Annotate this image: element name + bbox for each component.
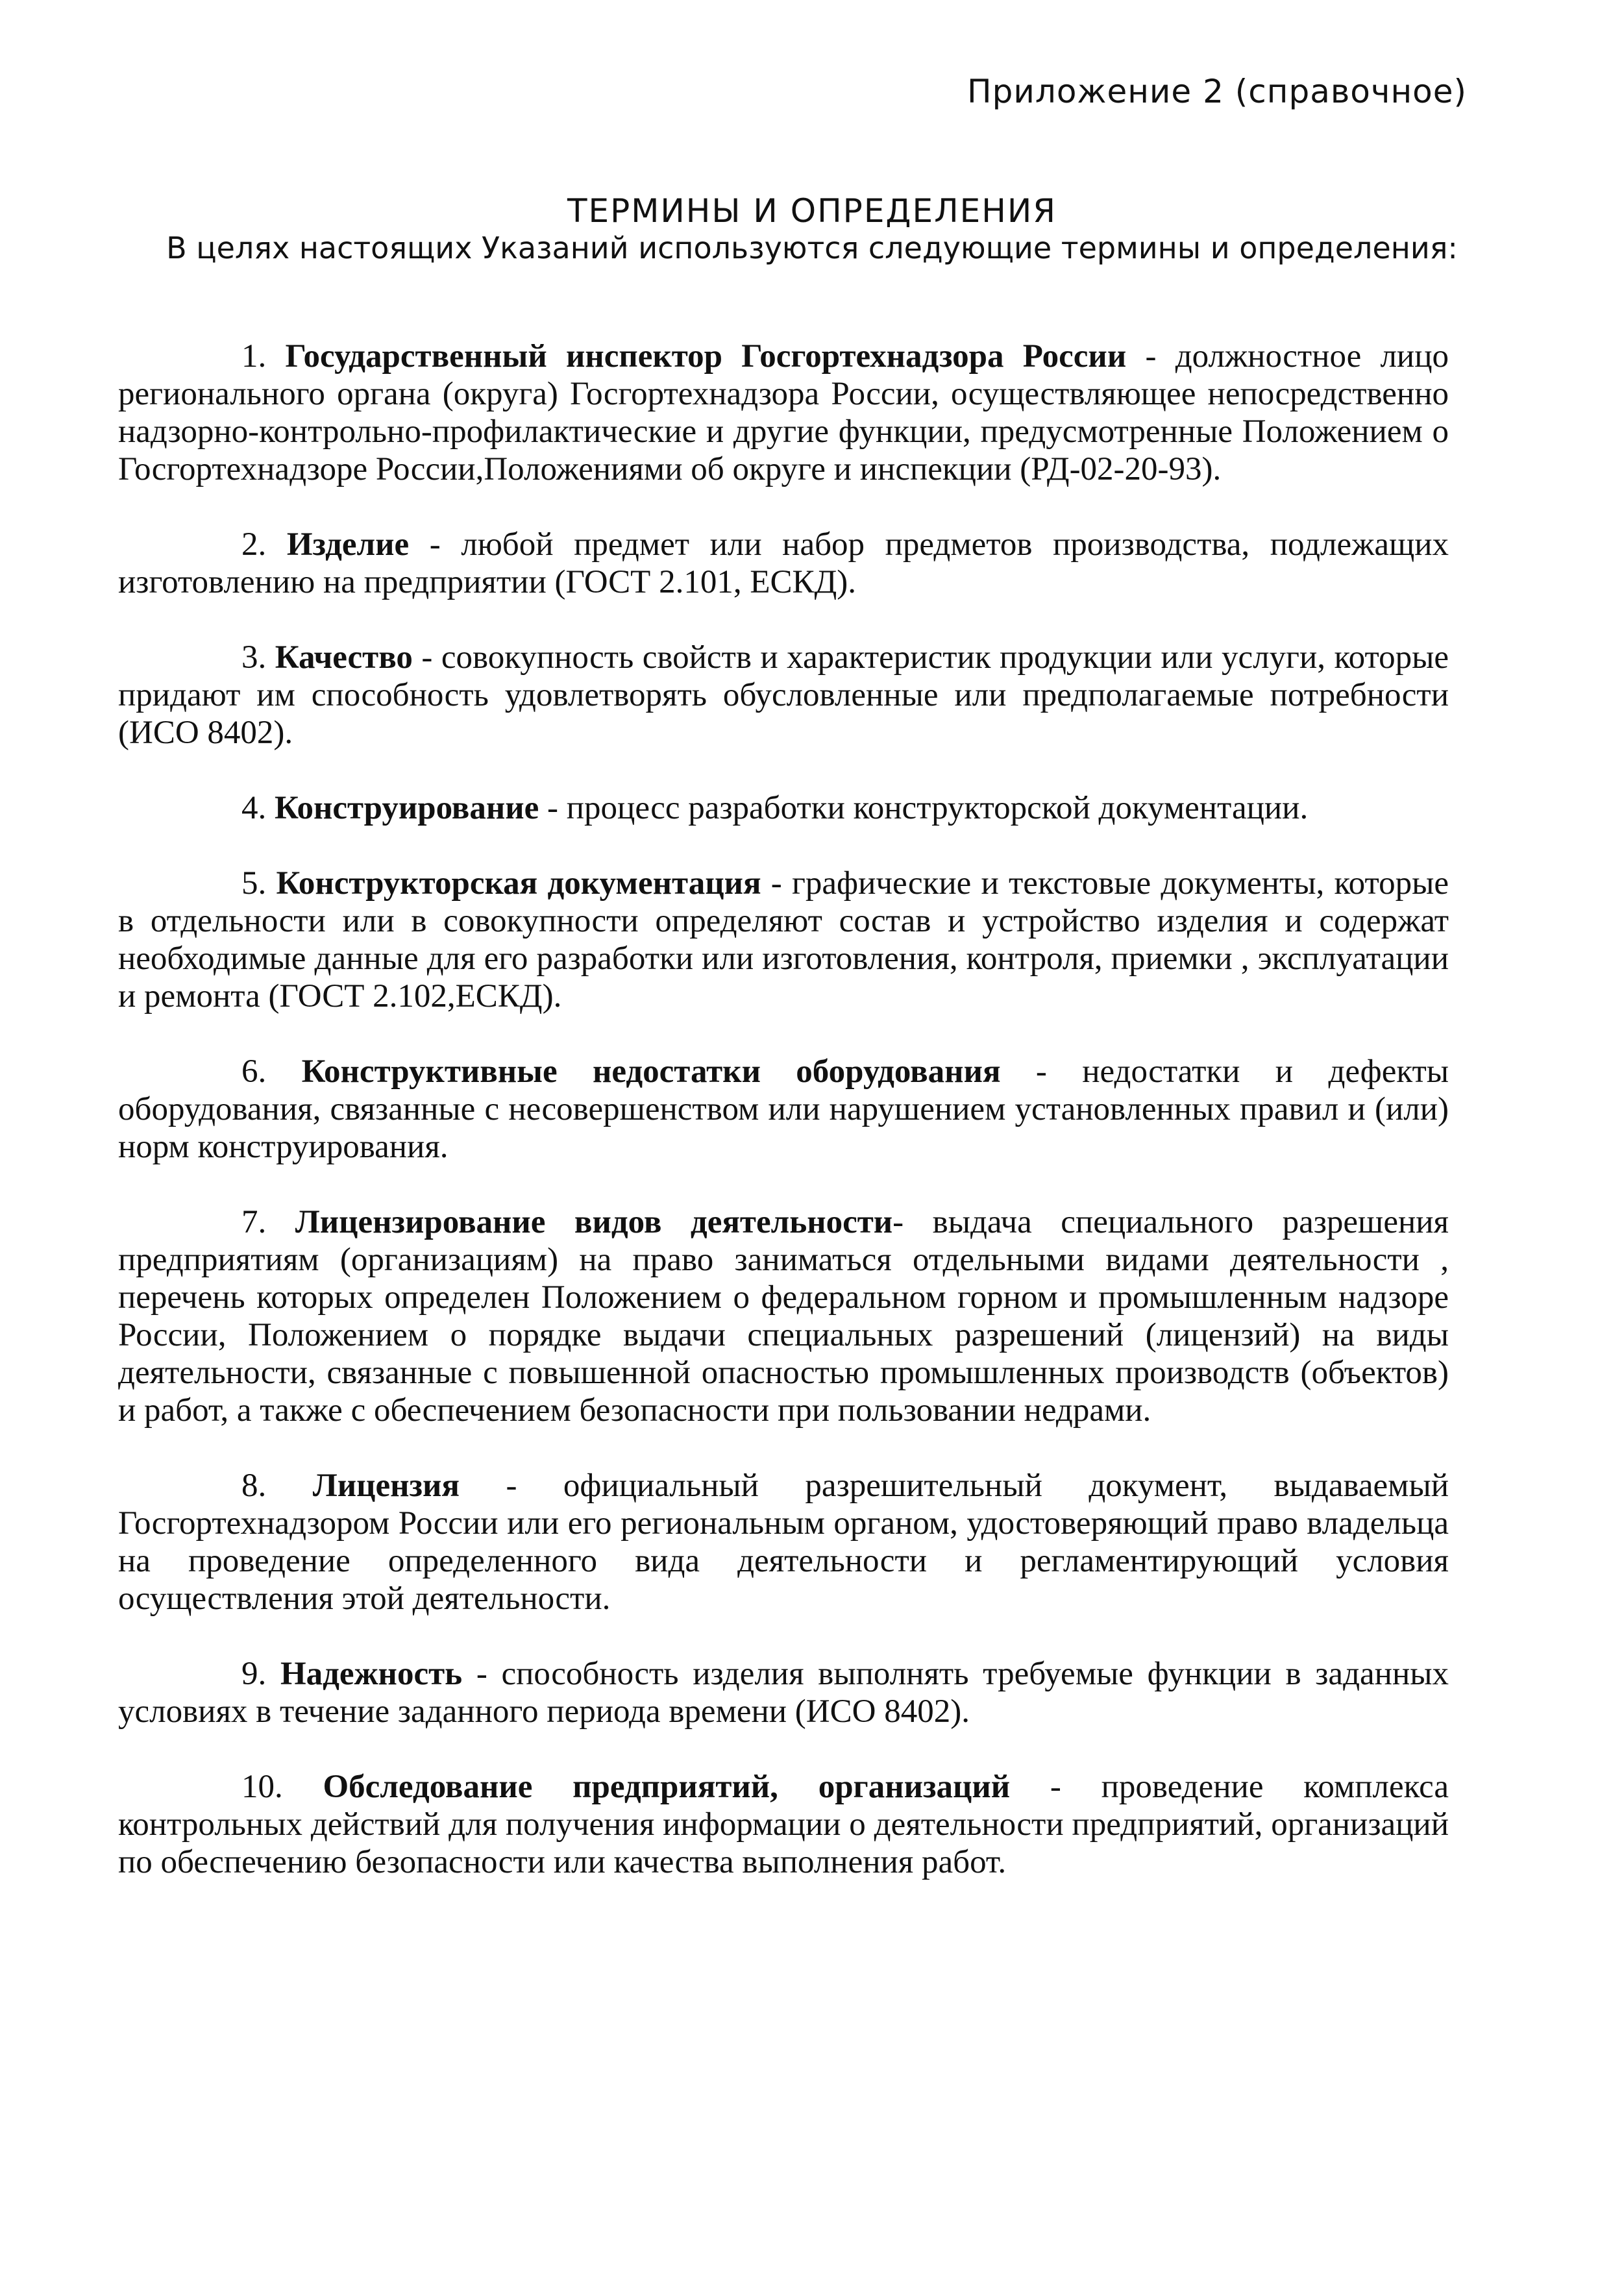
term-name: Конструкторская документация — [276, 865, 761, 902]
term-number: 3. — [241, 639, 267, 676]
term-item — [118, 1768, 1449, 1881]
document-title: ТЕРМИНЫ И ОПРЕДЕЛЕНИЯ — [567, 192, 1057, 230]
term-definition: - выдача специального разрешения предприятиям (организациям) на право заниматься отдельными видами деятельности , перечень которых определен Положением о федеральном горном и промышленным надзоре России, Положением о порядке выдачи специальных разрешений (лицензий) на виды деятельности, связанные с повышенной опасностью промышленных производств (объектов) и работ, а также с обеспечением безопасности при пользовании недрами. — [118, 1204, 1449, 1429]
term-item — [118, 639, 1449, 752]
term-number: 10. — [241, 1769, 283, 1805]
term-number: 9. — [241, 1656, 267, 1692]
appendix-label: Приложение 2 (справочное) — [967, 73, 1467, 110]
term-name: Обследование предприятий, организаций — [323, 1769, 1011, 1805]
terms-list — [118, 338, 1449, 1919]
term-definition: - должностное лицо регионального органа (округа) Госгортехнадзора России, осуществляющее непосредственно надзорно-контрольно-профилактические и другие функции, предусмотренные Положением о Госгортехнадзоре России,Положениями об округе и инспекции (РД-02-20-93). — [118, 338, 1449, 487]
term-number: 8. — [241, 1468, 267, 1504]
term-definition: - недостатки и дефекты оборудования, связанные с несовершенством или нарушением установленных правил и (или) норм конструирования. — [118, 1053, 1449, 1165]
term-item — [118, 1053, 1449, 1166]
term-name: Конструирование — [275, 790, 539, 826]
term-name: Лицензия — [312, 1468, 460, 1504]
term-definition: - официальный разрешительный документ, выдаваемый Госгортехнадзором России или его региональным органом, удостоверяющий право владельца на проведение определенного вида деятельности и регламентирующий условия осуществления этой деятельности. — [118, 1468, 1449, 1617]
term-definition: - совокупность свойств и характеристик продукции или услуги, которые придают им способность удовлетворять обусловленные или предполагаемые потребности (ИСО 8402). — [118, 639, 1449, 751]
term-number: 2. — [241, 526, 267, 563]
term-name: Надежность — [280, 1656, 463, 1692]
term-item — [118, 789, 1449, 827]
term-number: 6. — [241, 1053, 267, 1090]
term-definition: - способность изделия выполнять требуемые функции в заданных условиях в течение заданного периода времени (ИСО 8402). — [118, 1656, 1449, 1730]
term-number: 4. — [241, 790, 267, 826]
term-number: 7. — [241, 1204, 267, 1240]
term-name: Лицензирование видов деятельности — [295, 1204, 893, 1240]
term-item — [118, 338, 1449, 488]
term-number: 5. — [241, 865, 267, 902]
term-name: Изделие — [286, 526, 410, 563]
term-definition: - процесс разработки конструкторской документации. — [539, 790, 1309, 826]
term-item — [118, 526, 1449, 601]
term-item — [118, 1467, 1449, 1617]
term-name: Конструктивные недостатки оборудования — [301, 1053, 1001, 1090]
term-name: Качество — [275, 639, 413, 676]
term-definition: - проведение комплекса контрольных действий для получения информации о деятельности предприятий, организаций по обеспечению безопасности или качества выполнения работ. — [118, 1769, 1449, 1880]
term-definition: - графические и текстовые документы, которые в отдельности или в совокупности определяют состав и устройство изделия и содержат необходимые данные для его разработки или изготовления, контроля, приемки , эксплуатации и ремонта (ГОСТ 2.102,ЕСКД). — [118, 865, 1449, 1014]
term-item — [118, 1203, 1449, 1429]
term-item — [118, 865, 1449, 1015]
document-intro: В целях настоящих Указаний используются следующие термины и определения: — [166, 230, 1458, 265]
term-item — [118, 1655, 1449, 1730]
term-name: Государственный инспектор Госгортехнадзора России — [285, 338, 1127, 375]
term-definition: - любой предмет или набор предметов производства, подлежащих изготовлению на предприятии (ГОСТ 2.101, ЕСКД). — [118, 526, 1449, 600]
term-number: 1. — [241, 338, 267, 375]
